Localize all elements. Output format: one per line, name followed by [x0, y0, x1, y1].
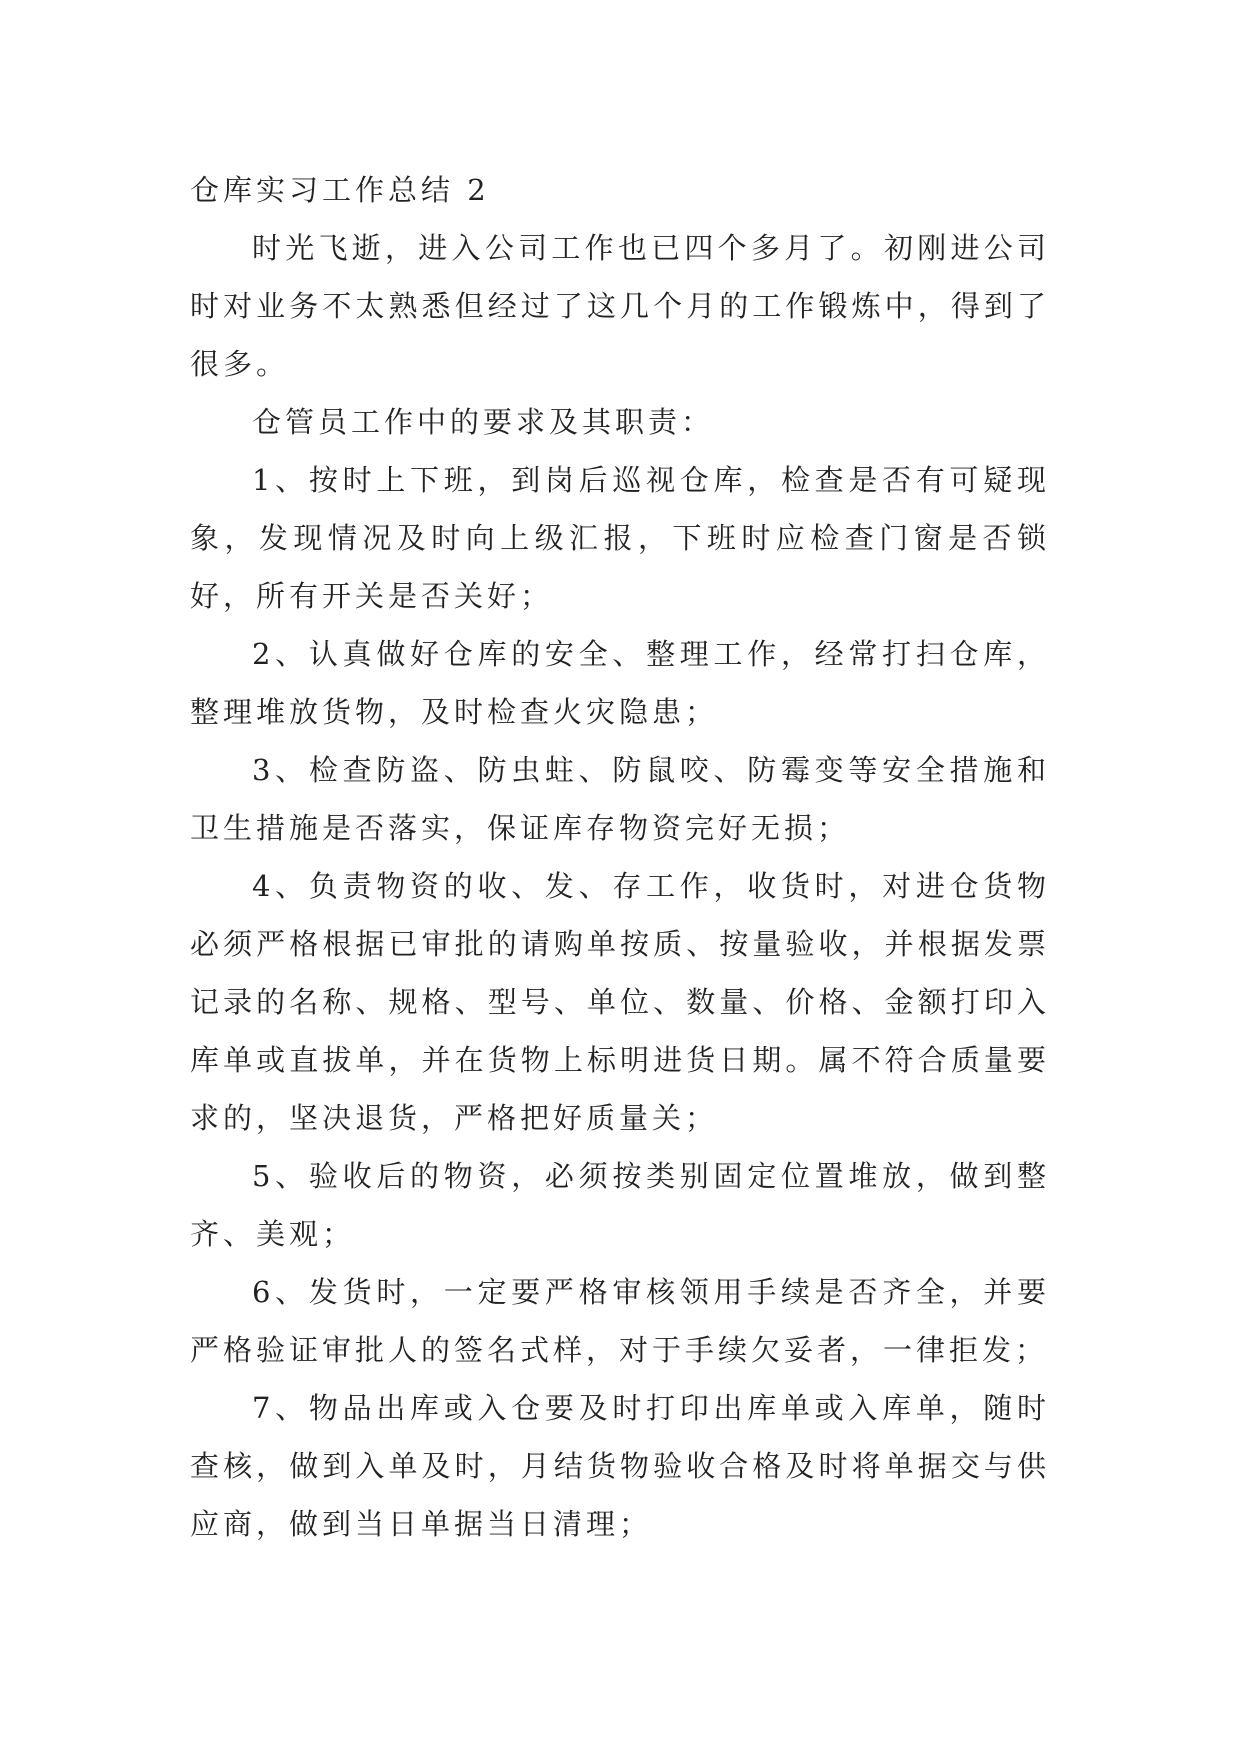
paragraph-duty-3: 3、检查防盗、防虫蛀、防鼠咬、防霉变等安全措施和卫生措施是否落实，保证库存物资完好无损；: [190, 753, 1050, 845]
paragraph-duty-5: 5、验收后的物资，必须按类别固定位置堆放，做到整齐、美观；: [190, 1159, 1050, 1251]
paragraph-duty-4: 4、负责物资的收、发、存工作，收货时，对进仓货物必须严格根据已审批的请购单按质、按量验收，并根据发票记录的名称、规格、型号、单位、数量、价格、金额打印入库单或直拔单，并在货物上标明进货日期。属不符合质量要求的，坚决退货，严格把好质量关；: [190, 869, 1050, 1135]
document-body: [190, 161, 1050, 1553]
paragraph-duty-2: 2、认真做好仓库的安全、整理工作，经常打扫仓库，整理堆放货物，及时检查火灾隐患；: [190, 637, 1050, 729]
document-title: 仓库实习工作总结 2: [190, 173, 490, 207]
paragraph-duty-1: 1、按时上下班，到岗后巡视仓库，检查是否有可疑现象，发现情况及时向上级汇报，下班时应检查门窗是否锁好，所有开关是否关好；: [190, 463, 1050, 613]
paragraph-intro: 时光飞逝，进入公司工作也已四个多月了。初刚进公司时对业务不太熟悉但经过了这几个月的工作锻炼中，得到了很多。: [190, 231, 1050, 381]
paragraph-duty-7: 7、物品出库或入仓要及时打印出库单或入库单，随时查核，做到入单及时，月结货物验收合格及时将单据交与供应商，做到当日单据当日清理；: [190, 1391, 1050, 1541]
paragraph-duties-heading: 仓管员工作中的要求及其职责：: [252, 405, 715, 439]
paragraph-duty-6: 6、发货时，一定要严格审核领用手续是否齐全，并要严格验证审批人的签名式样，对于手续欠妥者，一律拒发；: [190, 1275, 1050, 1367]
